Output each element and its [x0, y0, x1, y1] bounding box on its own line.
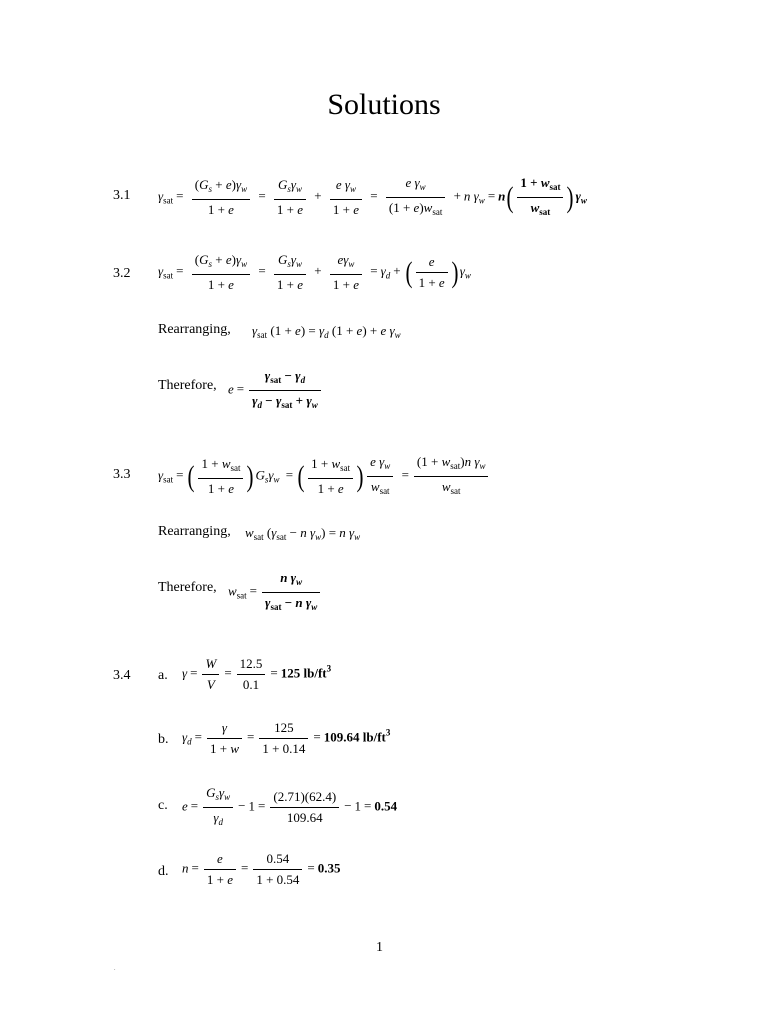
c-result: 0.54	[374, 798, 398, 814]
equation-3-1: $\gamma_{sat}$ = $\frac{(G_s + e)\gamma_w}{1 + e}$ = $\frac{G_s\gamma_w}{1 + e}$ + $\frac{e \gamma_w}{1 + e}$ = $\frac{e \gamma_w}{(1 + e)w_{sat}}$ + n $\gamma_w = n$( $\frac{1 + w_{sat}}{w_{sat}}$ ) $\gamma_w$	[158, 175, 587, 217]
problem-number-3-3: 3.3	[113, 467, 131, 482]
problem-number-3-2: 3.2	[113, 266, 131, 281]
equation-3-4-d: n = $\frac{e}{1 + e}$ = $\frac{0.54}{1 + 0.54}$ = 0.35	[182, 851, 341, 887]
a-result-exponent: 3	[326, 663, 332, 674]
therefore-equation-3-3: $w_{sat}$ = $\frac{n \gamma_w}{\gamma_{sat} - n \gamma_w}$	[228, 570, 322, 615]
equation-3-4-b: $\gamma_d$ = $\frac{\gamma}{1 + w}$ = $\frac{125}{1 + 0.14}$ = 109.64 $lb/ft^3$	[182, 720, 391, 756]
a-numerator: 12.5	[237, 656, 266, 675]
equation-3-3: $\gamma_{sat}$ = ( $\frac{1 + w_{sat}}{1 + e}$ ) $G_s\gamma_w$ = ( $\frac{1 + w_{sat}}{1 + e}$ ) $\frac{e \gamma_w}{w_{sat}}$ = $\frac{(1 + w_{sat})n \gamma_w}{w_{sat}}$	[158, 454, 490, 499]
rearranging-label-3-3: Rearranging,	[158, 524, 231, 539]
b-result-exponent: 3	[385, 727, 391, 738]
therefore-equation-3-2: e = $\frac{\gamma_{sat} - \gamma_d}{\gamma_d - \gamma_{sat} + \gamma_w}$	[228, 368, 323, 413]
equation-3-4-c: e = $\frac{G_s\gamma_w}{\gamma_d}$ − 1 = $\frac{(2.71)(62.4)}{109.64}$ − 1 = 0.54	[182, 785, 398, 827]
part-c-label: c.	[158, 798, 168, 813]
problem-number-3-1: 3.1	[113, 188, 131, 203]
rearranging-equation-3-3: $w_{sat}$ ($\gamma_{sat} - n$ $\gamma_w) = n$ $\gamma_w$	[245, 525, 361, 542]
part-d-label: d.	[158, 864, 169, 879]
therefore-label-3-2: Therefore,	[158, 378, 217, 393]
c-numerator: (2.71)(62.4)	[270, 789, 339, 808]
problem-number-3-4: 3.4	[113, 668, 131, 683]
c-denominator: 109.64	[286, 810, 323, 825]
rearranging-label-3-2: Rearranging,	[158, 322, 231, 337]
d-numerator: 0.54	[253, 851, 302, 870]
d-denominator: 1 + 0.54	[256, 872, 300, 887]
b-result: 109.64 lb/ft	[323, 729, 386, 745]
b-numerator: 125	[259, 720, 308, 739]
rearranging-equation-3-2: $\gamma_{sat}$ $(1 + e) = \gamma_d$ (1 + e) + e $\gamma_w$	[252, 323, 401, 340]
part-b-label: b.	[158, 732, 169, 747]
page-title: Solutions	[327, 88, 441, 121]
therefore-label-3-3: Therefore,	[158, 580, 217, 595]
page-number: 1	[376, 940, 383, 955]
equation-3-2: $\gamma_{sat}$ = $\frac{(G_s + e)\gamma_w}{1 + e}$ = $\frac{G_s\gamma_w}{1 + e}$ + $\frac{e\gamma_w}{1 + e}$ = $\gamma_d$ + ( $\frac{e}{1 + e}$ ) $\gamma_w$	[158, 252, 471, 292]
b-denominator: 1 + 0.14	[262, 741, 306, 756]
part-a-label: a.	[158, 668, 168, 683]
a-denominator: 0.1	[242, 677, 260, 692]
equation-3-4-a: γ = $\frac{W}{V}$ = $\frac{12.5}{0.1}$ = 125 $lb/ft^3$	[182, 656, 332, 692]
d-result: 0.35	[317, 860, 341, 876]
footer-mark: .	[114, 966, 116, 972]
a-result: 125 lb/ft	[280, 665, 327, 681]
